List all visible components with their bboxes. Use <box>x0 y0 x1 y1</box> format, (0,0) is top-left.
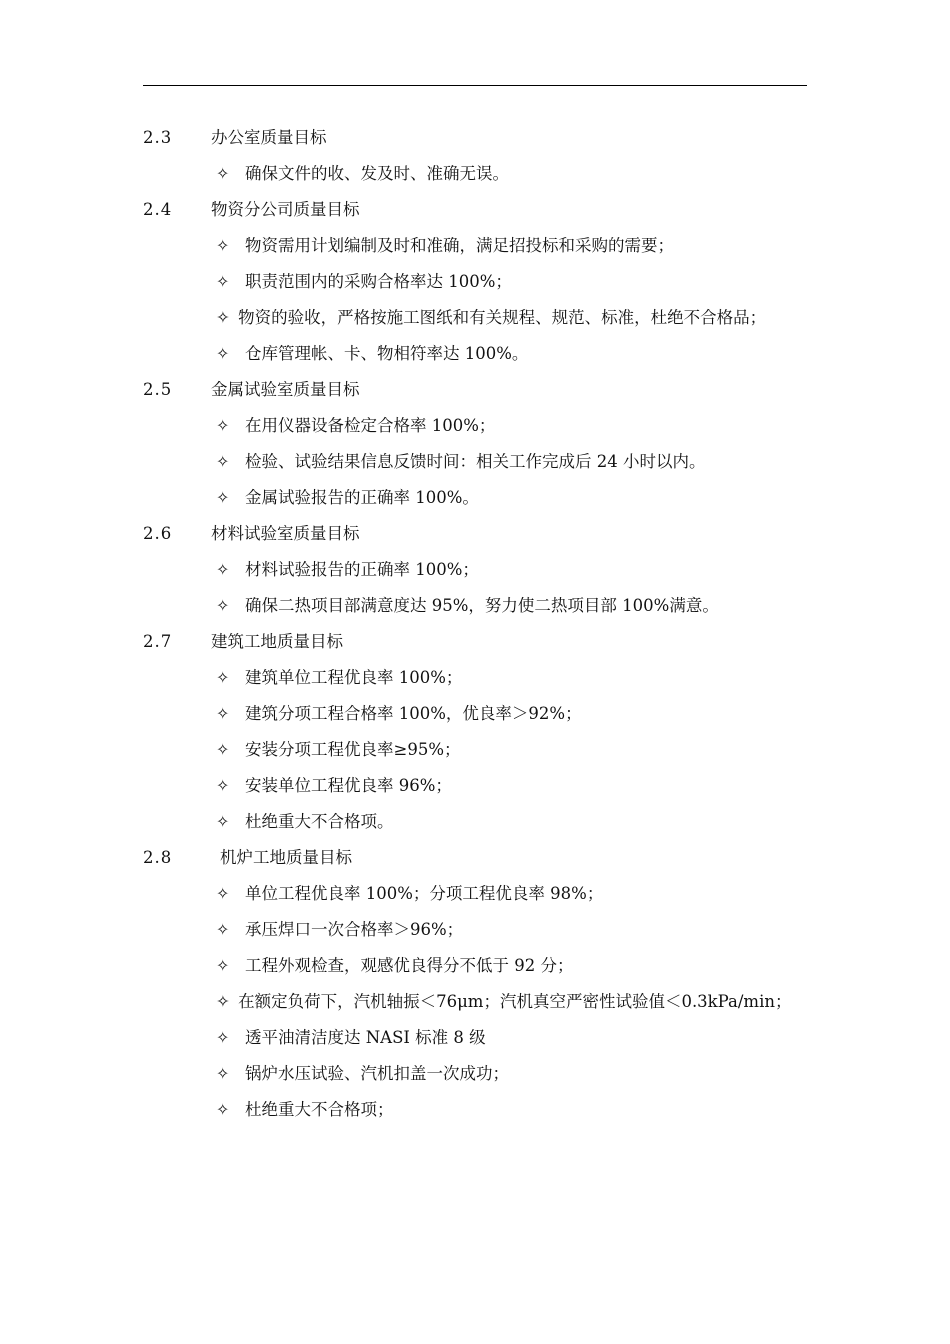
list-item: ✧ 物资的验收，严格按施工图纸和有关规程、规范、标准，杜绝不合格品； <box>216 308 767 327</box>
bullet-icon: ✧ <box>216 776 230 795</box>
section-title: 机炉工地质量目标 <box>220 848 352 867</box>
bullet-icon: ✧ <box>216 164 230 183</box>
list-item: ✧ 锅炉水压试验、汽机扣盖一次成功； <box>216 1056 807 1092</box>
bullet-icon: ✧ <box>216 560 230 579</box>
bullet-icon: ✧ <box>216 1064 230 1083</box>
section-title: 金属试验室质量目标 <box>211 380 360 399</box>
bullet-icon: ✧ <box>216 1028 230 1047</box>
list-item: ✧ 单位工程优良率 100%；分项工程优良率 98%； <box>216 876 807 912</box>
list-item: ✧ 工程外观检查，观感优良得分不低于 92 分； <box>216 948 807 984</box>
section-title: 办公室质量目标 <box>211 128 327 147</box>
list-item: ✧ 安装单位工程优良率 96%； <box>216 768 807 804</box>
bullet-icon: ✧ <box>216 596 230 615</box>
section-title: 材料试验室质量目标 <box>211 524 360 543</box>
bullet-icon: ✧ <box>216 272 230 291</box>
section-title: 建筑工地质量目标 <box>211 632 343 651</box>
list-item: ✧ 建筑分项工程合格率 100%，优良率＞92%； <box>216 696 807 732</box>
section-heading <box>143 372 807 408</box>
list-item: ✧ 在额定负荷下，汽机轴振＜76μm；汽机真空严密性试验值＜0.3kPa/min； <box>216 992 792 1011</box>
section-heading <box>143 192 807 228</box>
bullet-icon: ✧ <box>216 956 230 975</box>
list-item: ✧ 物资需用计划编制及时和准确，满足招投标和采购的需要； <box>216 228 807 264</box>
list-item: ✧ 承压焊口一次合格率＞96%； <box>216 912 807 948</box>
section-number: 2.3 <box>143 128 173 147</box>
section-heading <box>143 840 807 876</box>
bullet-icon: ✧ <box>216 1100 230 1119</box>
section-heading <box>143 516 807 552</box>
section-number: 2.5 <box>143 380 173 399</box>
list-item: ✧ 建筑单位工程优良率 100%； <box>216 660 807 696</box>
section-number: 2.8 <box>143 848 173 867</box>
list-item: ✧ 检验、试验结果信息反馈时间：相关工作完成后 24 小时以内。 <box>216 444 807 480</box>
list-item: ✧ 在用仪器设备检定合格率 100%； <box>216 408 807 444</box>
section-heading <box>143 120 807 156</box>
header-rule <box>143 85 807 86</box>
bullet-icon: ✧ <box>216 236 230 255</box>
list-item: ✧ 材料试验报告的正确率 100%； <box>216 552 807 588</box>
list-item: ✧ 职责范围内的采购合格率达 100%； <box>216 264 807 300</box>
section-number: 2.6 <box>143 524 173 543</box>
bullet-icon: ✧ <box>216 668 230 687</box>
bullet-icon: ✧ <box>216 488 230 507</box>
list-item: ✧ 金属试验报告的正确率 100%。 <box>216 480 807 516</box>
bullet-icon: ✧ <box>216 344 230 363</box>
list-item: ✧ 杜绝重大不合格项； <box>216 1092 807 1128</box>
bullet-icon: ✧ <box>216 884 230 903</box>
document-body <box>143 120 807 1128</box>
list-item: ✧ 安装分项工程优良率≥95%； <box>216 732 807 768</box>
list-item: ✧ 仓库管理帐、卡、物相符率达 100%。 <box>216 336 807 372</box>
bullet-icon: ✧ <box>216 452 230 471</box>
section-number: 2.7 <box>143 632 173 651</box>
bullet-icon: ✧ <box>216 920 230 939</box>
list-item: ✧ 杜绝重大不合格项。 <box>216 804 807 840</box>
section-number: 2.4 <box>143 200 173 219</box>
section-heading <box>143 624 807 660</box>
bullet-icon: ✧ <box>216 812 230 831</box>
bullet-icon: ✧ <box>216 704 230 723</box>
bullet-icon: ✧ <box>216 740 230 759</box>
list-item: ✧ 确保文件的收、发及时、准确无误。 <box>216 156 807 192</box>
list-item: ✧ 确保二热项目部满意度达 95%，努力使二热项目部 100%满意。 <box>216 588 807 624</box>
list-item: ✧ 透平油清洁度达 NASI 标准 8 级 <box>216 1020 807 1056</box>
section-title: 物资分公司质量目标 <box>211 200 360 219</box>
bullet-icon: ✧ <box>216 416 230 435</box>
